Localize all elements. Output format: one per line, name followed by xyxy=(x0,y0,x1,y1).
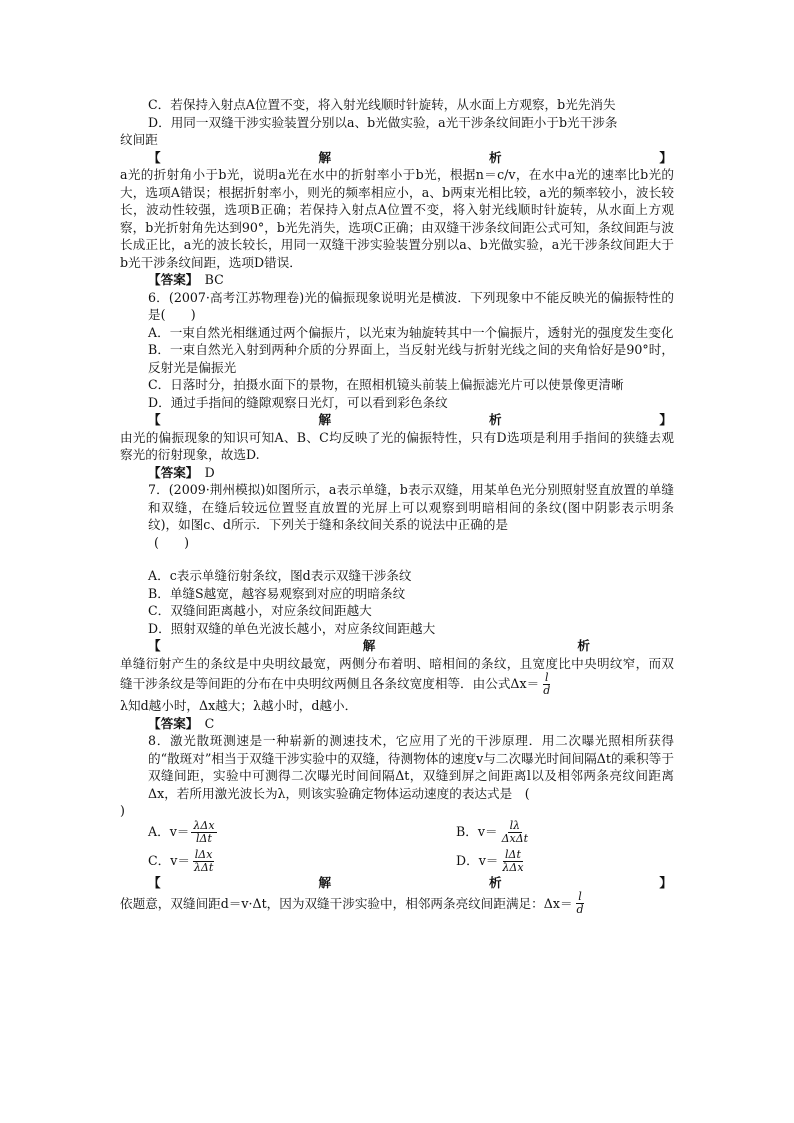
q8-close: ) xyxy=(120,803,125,818)
l-over-d-fraction: $\frac{l}{d}$ xyxy=(576,890,584,916)
q7-analysis-cont: λ知d越小时，Δx越大；λ越小时，d越小． xyxy=(120,698,358,713)
q7-stem: 7．(2009·荆州模拟)如图所示，a表示单缝，b表示双缝，用某单色光分别照射竖直放置的单缝和双缝，在缝后较远位置竖直放置的光屏上可以观察到明暗相间的条纹(图中阴影表示明条纹)，如图c、d所示．下列关于缝和条纹间关系的说法中正确的是 xyxy=(148,482,674,532)
q5-option-c: C．若保持入射点A位置不变，将入射光线顺时针旋转，从水面上方观察，b光先消失 xyxy=(148,97,616,112)
q7-analysis: 单缝衍射产生的条纹是中央明纹最宽，两侧分布着明、暗相间的条纹，且宽度比中央明纹窄，而双缝干涉条纹是等间距的分布在中央明纹两侧且各条纹宽度相等．由公式Δx＝ $\frac{l}{d}$ xyxy=(120,655,674,697)
q6-option-b: B．一束自然光入射到两种介质的分界面上，当反射光线与折射光线之间的夹角恰好是90°时，反射光是偏振光 xyxy=(148,342,674,375)
analysis-label: 【 解 析 】 xyxy=(148,149,672,165)
q7-option-b: B．单缝S越宽，越容易观察到对应的明暗条纹 xyxy=(148,585,406,601)
q6-option-c: C．日落时分，拍摄水面下的景物，在照相机镜头前装上偏振滤光片可以使景像更清晰 xyxy=(148,377,624,392)
analysis-label: 【 解 析 】 xyxy=(148,874,672,890)
q8-options xyxy=(120,820,674,874)
q8-option-b: B．v＝ $\frac{l\lambda}{\text{ΔxΔt}}$ xyxy=(456,818,529,845)
q6-option-d: D．通过手指间的缝隙观察日光灯，可以看到彩色条纹 xyxy=(148,394,448,410)
q5-option-d-cont: 纹间距 xyxy=(120,132,158,147)
q8-option-c: C．v＝ $\frac{\text{lΔx}}{\text{λΔt}}$ xyxy=(148,847,214,874)
q8-option-d: D．v＝ $\frac{\text{lΔt}}{\text{λΔx}}$ xyxy=(456,847,524,874)
q6-option-a: A．一束自然光相继通过两个偏振片，以光束为轴旋转其中一个偏振片，透射光的强度发生变化 xyxy=(148,324,674,340)
q7-option-c: C．双缝间距离越小，对应条纹间距越大 xyxy=(148,603,372,618)
q5-answer: 【答案】 BC xyxy=(148,272,224,287)
analysis-label: 【 解 析 】 xyxy=(148,412,672,427)
q7-answer: 【答案】 C xyxy=(148,715,215,731)
q7-option-a: A．c表示单缝衍射条纹，图d表示双缝干涉条纹 xyxy=(148,568,412,583)
analysis-label: 【 解 析 xyxy=(148,638,590,653)
l-over-d-fraction: $\frac{l}{d}$ xyxy=(543,671,551,697)
q7-option-d: D．照射双缝的单色光波长越小，对应条纹间距越大 xyxy=(148,620,436,636)
q6-answer: 【答案】 D xyxy=(148,464,215,480)
document-page xyxy=(120,96,674,916)
q8-option-a: A．v＝ $\frac{\text{λΔx}}{\text{lΔt}}$ xyxy=(148,818,215,845)
q7-paren: ( ) xyxy=(154,534,190,550)
q6-analysis: 由光的偏振现象的知识可知A、B、C均反映了光的偏振特性，只有D选项是利用手指间的狭缝去观察光的衍射现象，故选D. xyxy=(120,429,674,462)
q5-option-d: D．用同一双缝干涉实验装置分别以a、b光做实验，a光干涉条纹间距小于b光干涉条 xyxy=(148,114,618,130)
q6-stem: 6．(2007·高考江苏物理卷)光的偏振现象说明光是横波．下列现象中不能反映光的偏振特性的是( ) xyxy=(148,289,674,322)
q8-analysis: 依题意，双缝间距d＝v·Δt，因为双缝干涉实验中，相邻两条亮纹间距满足：Δx＝ $\frac{l}{d}$ xyxy=(120,890,584,916)
q5-analysis: a光的折射角小于b光，说明a光在水中的折射率小于b光，根据n＝c/v，在水中a光的速率比b光的大，选项A错误；根据折射率小，则光的频率相应小，a、b两束光相比较，a光的频率较小，波长较长，波动性较强，选项B正确；若保持入射点A位置不变，将入射光线顺时针旋转，从水面上方观察，b光折射角先达到90°，b光先消失，选项C正确；由双缝干涉条纹间距公式可知，条纹间距与波长成正比，a光的波长较长，用同一双缝干涉实验装置分别以a、b光做实验，a光干涉条纹间距大于b光干涉条纹间距，选项D错误． xyxy=(120,167,674,270)
q8-stem: 8．激光散斑测速是一种崭新的测速技术，它应用了光的干涉原理．用二次曝光照相所获得的“散斑对”相当于双缝干涉实验中的双缝，待测物体的速度v与二次曝光时间间隔Δt的乘积等于双缝间距，实验中可测得二次曝光时间间隔Δt，双缝到屏之间距离l以及相邻两条亮纹间距离Δx，若所用激光波长为λ，则该实验确定物体运动速度的表达式是 ( xyxy=(148,733,674,801)
